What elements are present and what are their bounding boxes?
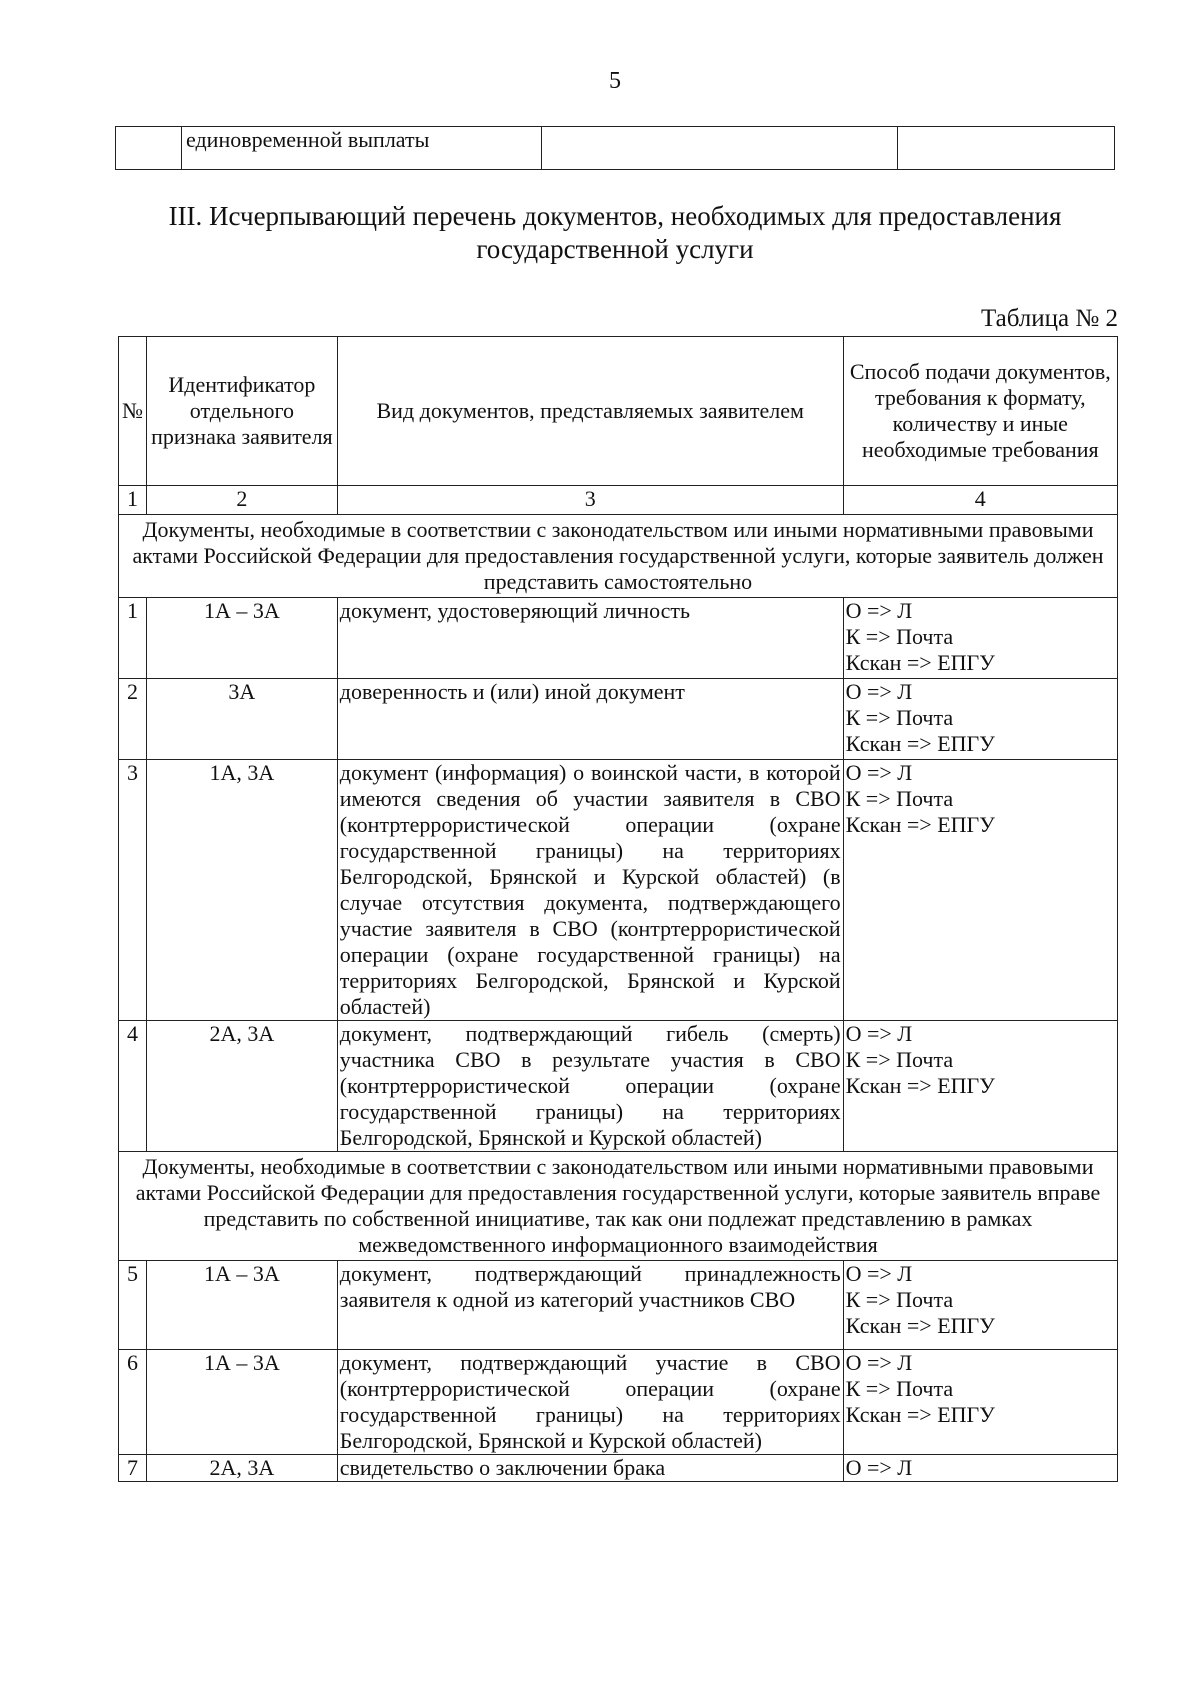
documents-table — [118, 336, 1118, 1482]
submission-method: О => Л — [843, 1455, 1117, 1482]
table-cell: единовременной выплаты — [182, 127, 542, 170]
row-number: 5 — [119, 1261, 147, 1350]
header-cell: Идентификатор отдельного признака заявителя — [146, 337, 337, 486]
submission-method: О => Л К => Почта Кскан => ЕПГУ — [843, 1350, 1117, 1455]
submission-method: О => Л К => Почта Кскан => ЕПГУ — [843, 598, 1117, 679]
continuation-table — [115, 126, 1115, 170]
applicant-id: 1А, 3А — [146, 760, 337, 1021]
table-row — [119, 598, 1118, 679]
row-number: 3 — [119, 760, 147, 1021]
table-row — [119, 1455, 1118, 1482]
header-cell: Вид документов, представляемых заявителем — [337, 337, 843, 486]
applicant-id: 1А – 3А — [146, 1350, 337, 1455]
table-row — [119, 760, 1118, 1021]
applicant-id: 2А, 3А — [146, 1455, 337, 1482]
row-number: 2 — [119, 679, 147, 760]
submission-method: О => Л К => Почта Кскан => ЕПГУ — [843, 1261, 1117, 1350]
document-type: документ, подтверждающий участие в СВО (контртеррористической операции (охране государственной границы) на территориях Белгородской, Брянской и Курской областей) — [337, 1350, 843, 1455]
document-type: свидетельство о заключении брака — [337, 1455, 843, 1482]
row-number: 6 — [119, 1350, 147, 1455]
page-number: 5 — [609, 68, 621, 94]
applicant-id: 1А – 3А — [146, 598, 337, 679]
document-type: документ (информация) о воинской части, в которой имеются сведения об участии заявителя в СВО (контртеррористической операции (охране государственной границы) на территориях Белгородской, Брянской и Курской областей) (в случае отсутствия документа, подтверждающего участие заявителя в СВО (контртеррористической операции (охране государственной границы) на территориях Белгородской, Брянской и Курской областей) — [337, 760, 843, 1021]
section-title: Документы, необходимые в соответствии с законодательством или иными нормативными правовыми актами Российской Федерации для предоставления государственной услуги, которые заявитель вправе представить по собственной инициативе, так как они подлежат представлению в рамках межведомственного информационного взаимодействия — [119, 1152, 1118, 1261]
submission-method: О => Л К => Почта Кскан => ЕПГУ — [843, 760, 1117, 1021]
header-cell: № — [119, 337, 147, 486]
table-row — [119, 679, 1118, 760]
row-number: 1 — [119, 598, 147, 679]
table-row — [119, 1350, 1118, 1455]
applicant-id: 2А, 3А — [146, 1021, 337, 1152]
document-type: документ, удостоверяющий личность — [337, 598, 843, 679]
row-number: 4 — [119, 1021, 147, 1152]
section-title: Документы, необходимые в соответствии с законодательством или иными нормативными правовыми актами Российской Федерации для предоставления государственной услуги, которые заявитель должен представить самостоятельно — [119, 515, 1118, 598]
document-type: документ, подтверждающий принадлежность заявителя к одной из категорий участников СВО — [337, 1261, 843, 1350]
table-cell — [116, 127, 182, 170]
document-type: документ, подтверждающий гибель (смерть) участника СВО в результате участия в СВО (контртеррористической операции (охране государственной границы) на территориях Белгородской, Брянской и Курской областей) — [337, 1021, 843, 1152]
section-row — [119, 515, 1118, 598]
table-row — [119, 1261, 1118, 1350]
table-row — [116, 127, 1115, 170]
header-cell: Способ подачи документов, требования к формату, количеству и иные необходимые требования — [843, 337, 1117, 486]
column-number-row — [119, 486, 1118, 515]
applicant-id: 1А – 3А — [146, 1261, 337, 1350]
applicant-id: 3А — [146, 679, 337, 760]
row-number: 7 — [119, 1455, 147, 1482]
column-number: 1 — [119, 486, 147, 515]
table-cell — [898, 127, 1115, 170]
submission-method: О => Л К => Почта Кскан => ЕПГУ — [843, 1021, 1117, 1152]
section-row — [119, 1152, 1118, 1261]
table-header-row — [119, 337, 1118, 486]
column-number: 2 — [146, 486, 337, 515]
document-type: доверенность и (или) иной документ — [337, 679, 843, 760]
column-number: 3 — [337, 486, 843, 515]
column-number: 4 — [843, 486, 1117, 515]
table-cell — [542, 127, 898, 170]
submission-method: О => Л К => Почта Кскан => ЕПГУ — [843, 679, 1117, 760]
table-row — [119, 1021, 1118, 1152]
table-label: Таблица № 2 — [980, 305, 1118, 332]
section-heading: III. Исчерпывающий перечень документов, необходимых для предоставления государственной услуги — [168, 201, 1062, 264]
